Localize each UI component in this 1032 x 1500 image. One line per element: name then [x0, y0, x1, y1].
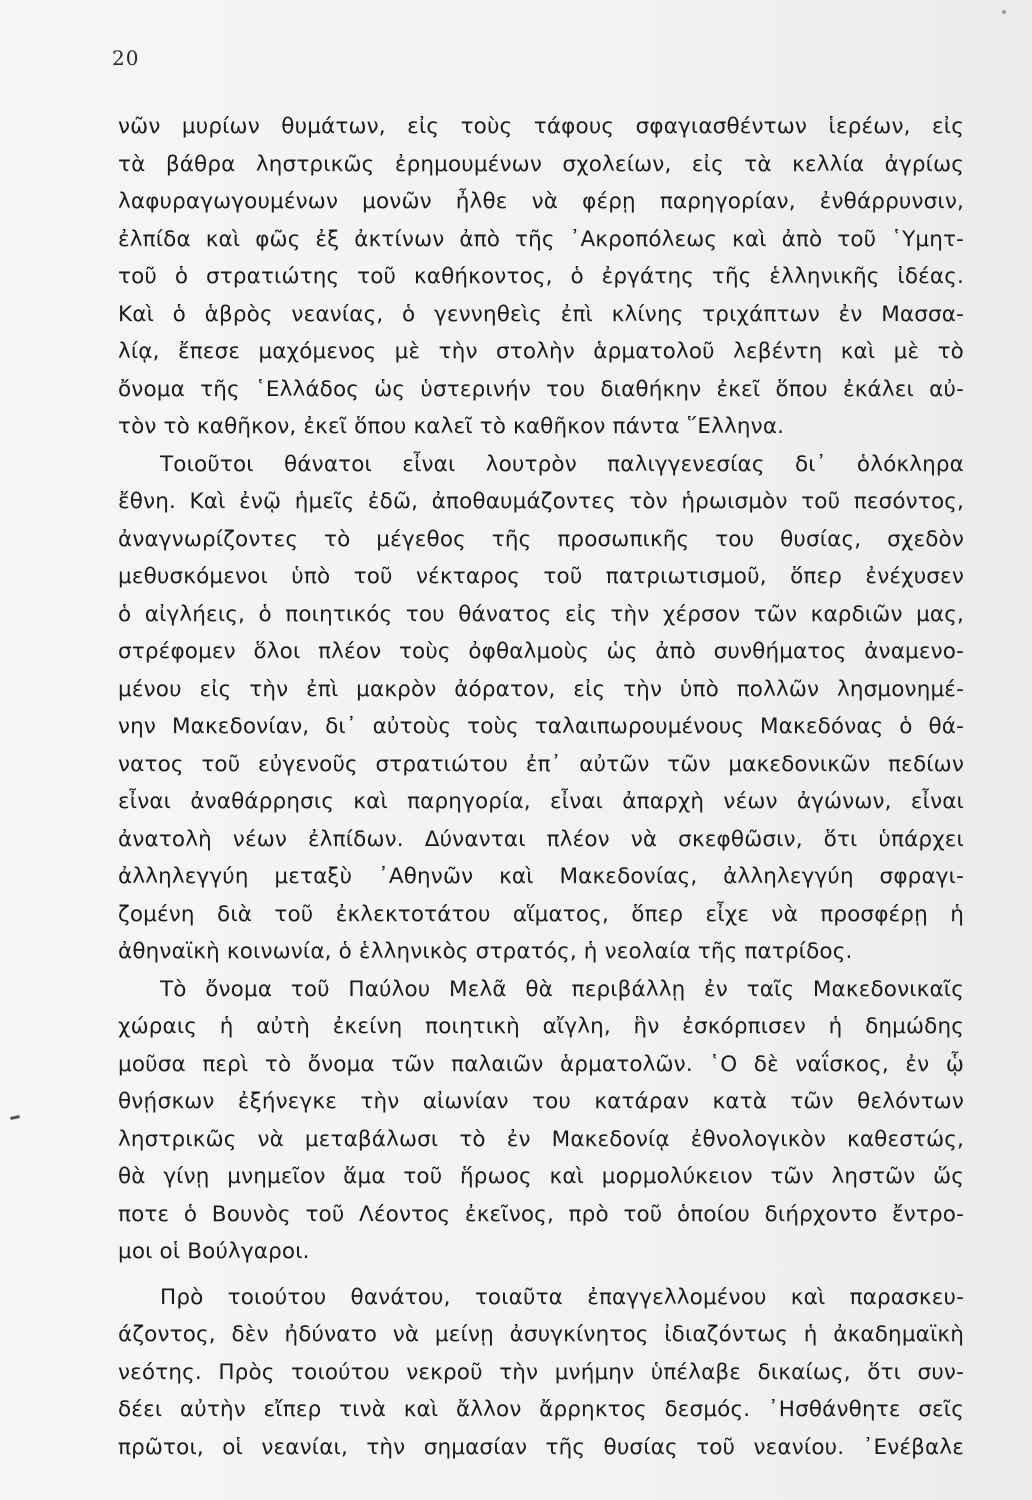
text-line: στρέφομεν ὅλοι πλέον τοὺς ὀφθαλμοὺς ὡς ἀπὸ συνθήματος ἀναμενο-: [118, 639, 964, 664]
text-line: πρῶτοι, οἱ νεανίαι, τὴν σημασίαν τῆς θυσίας τοῦ νεανίου. ᾿Ενέβαλε: [118, 1434, 964, 1460]
text-line: θὰ γίνῃ μνημεῖον ἅμα τοῦ ἥρωος καὶ μορμολύκειον τῶν ληστῶν ὥς: [118, 1164, 964, 1189]
text-line: μοῦσα περὶ τὸ ὄνομα τῶν παλαιῶν ἁρματολῶν. ῾Ο δὲ ναΐσκος, ἐν ᾧ: [118, 1051, 964, 1077]
text-line: νατος τοῦ εὐγενοῦς στρατιώτου ἐπ᾿ αὐτῶν τῶν μακεδονικῶν πεδίων: [118, 751, 964, 777]
text-line: ἀνατολὴ νέων ἐλπίδων. Δύνανται πλέον νὰ σκεφθῶσιν, ὅτι ὑπάρχει: [118, 826, 964, 852]
text-line: ὄνομα τῆς ῾Ελλάδος ὡς ὑστερινήν του διαθήκην ἐκεῖ ὅπου ἐκάλει αὐ-: [118, 376, 964, 402]
text-line: μεθυσκόμενοι ὑπὸ τοῦ νέκταρος τοῦ πατριωτισμοῦ, ὅπερ ἐνέχυσεν: [118, 564, 964, 589]
page-number: 20: [112, 46, 140, 70]
text-line: ἀλληλεγγύη μεταξὺ ᾿Αθηνῶν καὶ Μακεδονίας, ἀλληλεγγύη σφραγι-: [118, 864, 964, 889]
paragraph-1: [118, 108, 964, 446]
text-line: μοι οἱ Βούλγαροι.: [118, 1239, 310, 1264]
text-line: μένου εἰς τὴν ἐπὶ μακρὸν ἀόρατον, εἰς τὴν ὑπὸ πολλῶν λησμονημέ-: [118, 676, 964, 702]
text-line: τὰ βάθρα ληστρικῶς ἐρημουμένων σχολείων, εἰς τὰ κελλία ἀγρίως: [118, 151, 964, 177]
text-line: εἶναι ἀναθάρρησις καὶ παρηγορία, εἶναι ἀπαρχὴ νέων ἀγώνων, εἶναι: [118, 789, 964, 814]
text-line: νῶν μυρίων θυμάτων, εἰς τοὺς τάφους σφαγιασθέντων ἱερέων, εἰς: [118, 114, 964, 139]
text-line: τοῦ ὁ στρατιώτης τοῦ καθήκοντος, ὁ ἐργάτης τῆς ἑλληνικῆς ἰδέας.: [118, 264, 964, 289]
text-line: Τὸ ὄνομα τοῦ Παύλου Μελᾶ θὰ περιβάλλῃ ἐν ταῖς Μακεδονικαῖς: [160, 976, 964, 1002]
text-line: Τοιοῦτοι θάνατοι εἶναι λουτρὸν παλιγγενεσίας δι᾿ ὁλόκληρα: [160, 451, 964, 477]
paragraph-3: [118, 971, 964, 1271]
text-line: ὁ αἰγλήεις, ὁ ποιητικός του θάνατος εἰς τὴν χέρσον τῶν καρδιῶν μας,: [118, 601, 964, 627]
text-line: Καὶ ὁ ἁβρὸς νεανίας, ὁ γεννηθεὶς ἐπὶ κλίνης τριχάπτων ἐν Μασσα-: [118, 301, 964, 327]
margin-speck: [10, 1115, 20, 1120]
corner-speck: [1002, 10, 1006, 14]
text-line: ζομένη διὰ τοῦ ἐκλεκτοτάτου αἵματος, ὅπερ εἶχε νὰ προσφέρῃ ἡ: [118, 901, 964, 927]
text-line: λίᾳ, ἔπεσε μαχόμενος μὲ τὴν στολὴν ἁρματολοῦ λεβέντη καὶ μὲ τὸ: [118, 339, 964, 364]
text-line: ἐλπίδα καὶ φῶς ἐξ ἀκτίνων ἀπὸ τῆς ᾿Ακροπόλεως καὶ ἀπὸ τοῦ ῾Υμητ-: [118, 226, 964, 252]
text-line: ἀναγνωρίζοντες τὸ μέγεθος τῆς προσωπικῆς του θυσίας, σχεδὸν: [118, 526, 964, 552]
text-line: Πρὸ τοιούτου θανάτου, τοιαῦτα ἐπαγγελλομένου καὶ παρασκευ-: [160, 1284, 964, 1310]
text-line: δέει αὐτὴν εἴπερ τινὰ καὶ ἄλλον ἄρρηκτος δεσμός. ᾿Ησθάνθητε σεῖς: [118, 1397, 964, 1422]
text-line: νην Μακεδονίαν, δι᾿ αὐτοὺς τοὺς ταλαιπωρουμένους Μακεδόνας ὁ θά-: [118, 714, 964, 739]
paragraph-gap: [118, 1271, 964, 1279]
text-line: λαφυραγωγουμένων μονῶν ἦλθε νὰ φέρῃ παρηγορίαν, ἐνθάρρυνσιν,: [118, 189, 964, 214]
text-line: θνῄσκων ἐξήνεγκε τὴν αἰωνίαν του κατάραν κατὰ τῶν θελόντων: [118, 1089, 964, 1114]
paragraph-4: [118, 1279, 964, 1467]
text-line: νεότης. Πρὸς τοιούτου νεκροῦ τὴν μνήμην ὑπέλαβε δικαίως, ὅτι συν-: [118, 1359, 964, 1385]
paragraph-2: [118, 446, 964, 971]
text-line: ἀθηναϊκὴ κοινωνία, ὁ ἑλληνικὸς στρατός, ἡ νεολαία τῆς πατρίδος.: [118, 939, 853, 964]
text-line: άζοντος, δὲν ἠδύνατο νὰ μείνῃ ἀσυγκίνητος ἰδιαζόντως ἡ ἀκαδημαϊκὴ: [118, 1322, 964, 1347]
text-line: χώραις ἡ αὐτὴ ἐκείνη ποιητικὴ αἴγλη, ἣν ἐσκόρπισεν ἡ δημώδης: [118, 1014, 964, 1039]
text-line: τὸν τὸ καθῆκον, ἐκεῖ ὅπου καλεῖ τὸ καθῆκον πάντα ῞Ελληνα.: [118, 414, 785, 439]
text-line: ἔθνη. Καὶ ἐνῷ ἡμεῖς ἐδῶ, ἀποθαυμάζοντες τὸν ἡρωισμὸν τοῦ πεσόντος,: [118, 489, 964, 514]
text-line: ληστρικῶς νὰ μεταβάλωσι τὸ ἐν Μακεδονίᾳ ἐθνολογικὸν καθεστώς,: [118, 1126, 964, 1152]
text-line: ποτε ὁ Βουνὸς τοῦ Λέοντος ἐκεῖνος, πρὸ τοῦ ὁποίου διήρχοντο ἔντρο-: [118, 1201, 964, 1227]
body-text: [118, 108, 964, 1466]
